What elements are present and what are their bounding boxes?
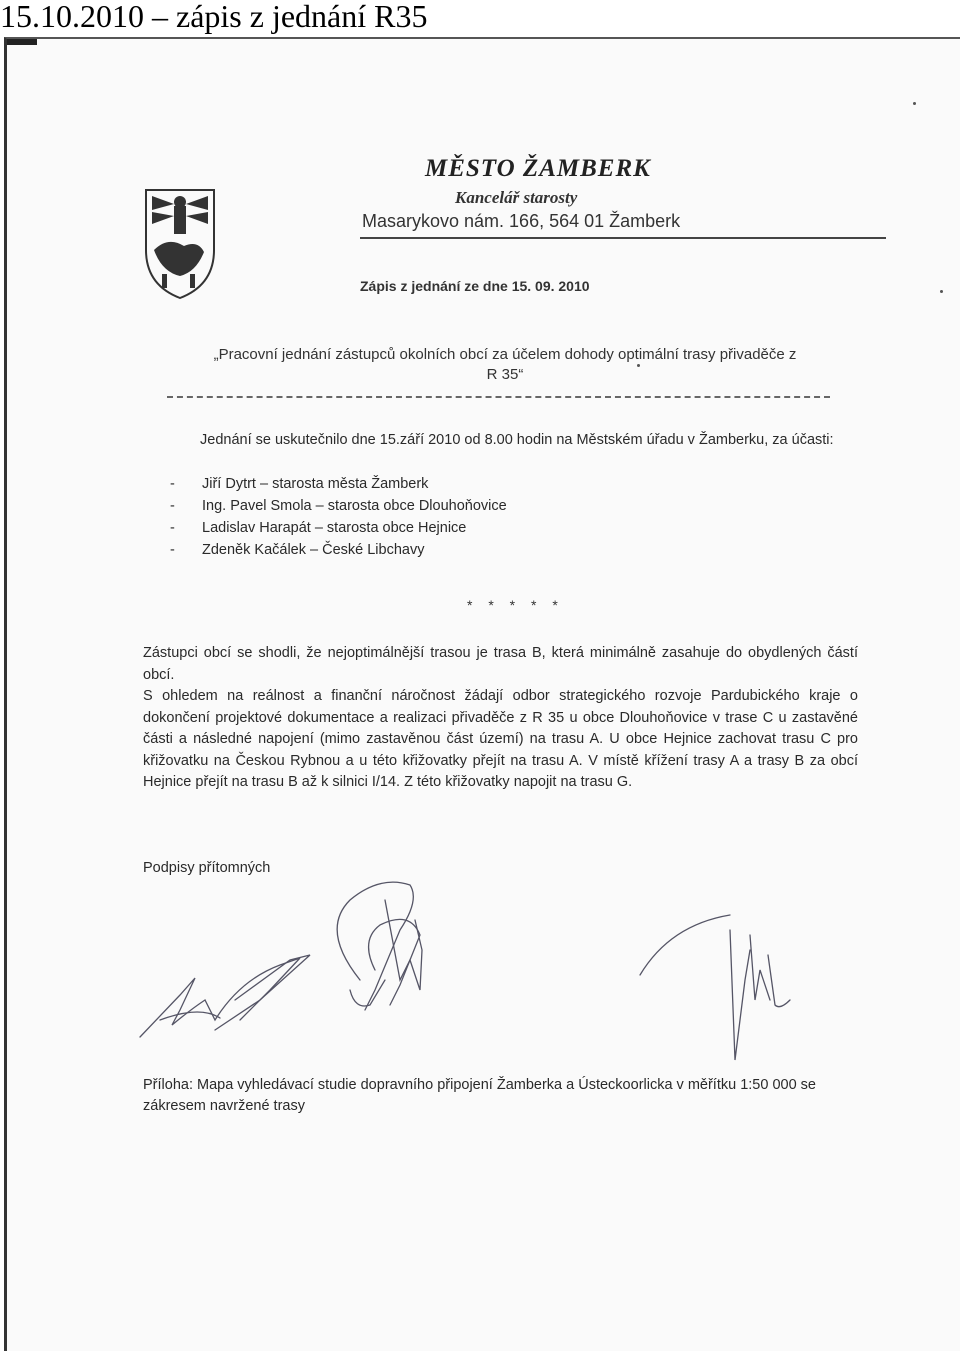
body-paragraph: S ohledem na reálnost a finanční náročnost žádají odbor strategického rozvoje Pardubického kraje o dokončení projektové dokumentace a realizaci přivaděče z R 35 u obce Dlouhoňovice v trase C u zastavěné části a následné napojení (mimo zastavěnou část území) na trasu A. U obce Hejnice zachovat trasu C pro křižovatku na Českou Rybnou a u této křižovatky přejít na trasu A. V místě křížení trasy A a trasy B za obcí Hejnice přejít na trasu B až k silnici I/14. Z této křižovatky napojit na trasu G. [143, 688, 858, 790]
attendee-item: - Jiří Dytrt – starosta města Žamberk [170, 473, 770, 495]
body-paragraph: Zástupci obcí se shodli, že nejoptimálnější trasou je trasa B, která minimálně zasahuje do obydlených částí obcí. [143, 645, 858, 683]
attachment-note: Příloha: Mapa vyhledávací studie dopravního připojení Žamberka a Ústeckoorlicka v měřítku 1:50 000 se zákresem navržené trasy [143, 1077, 816, 1114]
signature-stroke [640, 915, 730, 975]
intro-paragraph: Jednání se uskutečnilo dne 15.září 2010 od 8.00 hodin na Městském úřadu v Žamberku, za účasti: [200, 432, 834, 448]
dashed-divider [167, 396, 830, 398]
document-title: Zápis z jednání ze dne 15. 09. 2010 [360, 278, 590, 294]
signature-stroke [337, 882, 413, 1010]
signatures-label: Podpisy přítomných [143, 860, 271, 876]
attendee-list [170, 473, 770, 561]
attendee-item: - Ladislav Harapát – starosta obce Hejnice [170, 517, 770, 539]
signature-stroke [768, 955, 790, 1007]
body-text [143, 643, 858, 794]
letterhead-city: MĚSTO ŽAMBERK [425, 155, 651, 182]
signature-stroke [369, 919, 420, 1005]
meeting-subject: „Pracovní jednání zástupců okolních obcí za účelem dohody optimální trasy přivaděče z R 35“ [213, 346, 797, 383]
scan-edge-mark [7, 39, 37, 45]
section-separator: * * * * * [467, 597, 564, 613]
scan-speck [940, 290, 943, 293]
letterhead-address: Masarykovo nám. 166, 564 01 Žamberk [362, 211, 681, 231]
signature-stroke [350, 980, 385, 1006]
attendee-item: - Zdeněk Kačálek – České Libchavy [170, 539, 770, 561]
coat-of-arms-icon [140, 180, 220, 302]
handwritten-signatures [120, 860, 840, 1080]
letterhead-office: Kancelář starosty [455, 188, 578, 207]
signature-stroke [215, 955, 310, 1030]
attendee-item: - Ing. Pavel Smola – starosta obce Dlouhoňovice [170, 495, 770, 517]
signature-stroke [750, 935, 770, 1000]
letterhead-rule [360, 237, 886, 239]
signature-stroke [730, 930, 750, 1060]
page-header-title: 15.10.2010 – zápis z jednání R35 [0, 0, 428, 34]
scan-speck [913, 102, 916, 105]
